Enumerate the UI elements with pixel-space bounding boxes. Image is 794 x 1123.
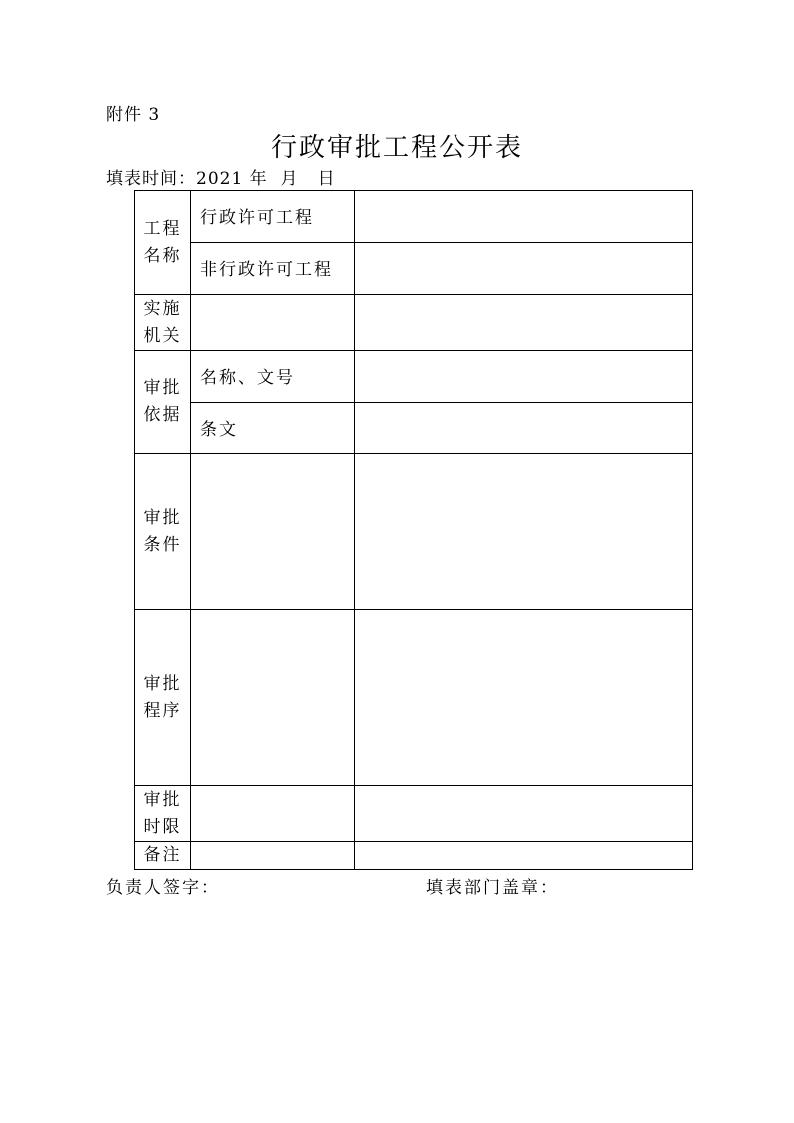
- department-seal-label: 填表部门盖章：: [426, 878, 559, 898]
- implementing-agency-sub-cell[interactable]: [191, 295, 355, 351]
- table-row: [135, 842, 693, 870]
- table-row: [135, 403, 693, 454]
- non-admin-license-value-cell[interactable]: [355, 243, 693, 295]
- approval-time-limit-sub-cell[interactable]: [191, 786, 355, 842]
- table-row: [135, 351, 693, 403]
- name-doc-no-label: 名称、文号: [191, 351, 355, 403]
- remarks-sub-cell[interactable]: [191, 842, 355, 870]
- approval-conditions-value-cell[interactable]: [355, 454, 693, 610]
- table-row: [135, 243, 693, 295]
- articles-label: 条文: [191, 403, 355, 454]
- table-row: [135, 610, 693, 786]
- approval-time-limit-value-cell[interactable]: [355, 786, 693, 842]
- fill-time-line: 填表时间：2021 年 月 日: [106, 169, 336, 189]
- responsible-signature-label: 负责人签字：: [106, 878, 220, 898]
- table-row: [135, 786, 693, 842]
- name-doc-no-value-cell[interactable]: [355, 351, 693, 403]
- approval-disclosure-table: [134, 190, 693, 870]
- approval-procedure-header: 审批 程序: [135, 610, 191, 786]
- approval-conditions-header: 审批 条件: [135, 454, 191, 610]
- table-row: [135, 191, 693, 243]
- page-title: 行政审批工程公开表: [270, 133, 523, 163]
- approval-procedure-value-cell[interactable]: [355, 610, 693, 786]
- remarks-header: 备注: [135, 842, 191, 870]
- approval-time-limit-header: 审批 时限: [135, 786, 191, 842]
- approval-conditions-sub-cell[interactable]: [191, 454, 355, 610]
- articles-value-cell[interactable]: [355, 403, 693, 454]
- remarks-value-cell[interactable]: [355, 842, 693, 870]
- table-row: [135, 295, 693, 351]
- non-admin-license-label: 非行政许可工程: [191, 243, 355, 295]
- admin-license-value-cell[interactable]: [355, 191, 693, 243]
- approval-procedure-sub-cell[interactable]: [191, 610, 355, 786]
- project-name-header: 工程 名称: [135, 191, 191, 295]
- admin-license-label: 行政许可工程: [191, 191, 355, 243]
- implementing-agency-value-cell[interactable]: [355, 295, 693, 351]
- approval-basis-header: 审批 依据: [135, 351, 191, 454]
- implementing-agency-header: 实施 机关: [135, 295, 191, 351]
- attachment-label: 附件 3: [106, 105, 161, 125]
- table-row: [135, 454, 693, 610]
